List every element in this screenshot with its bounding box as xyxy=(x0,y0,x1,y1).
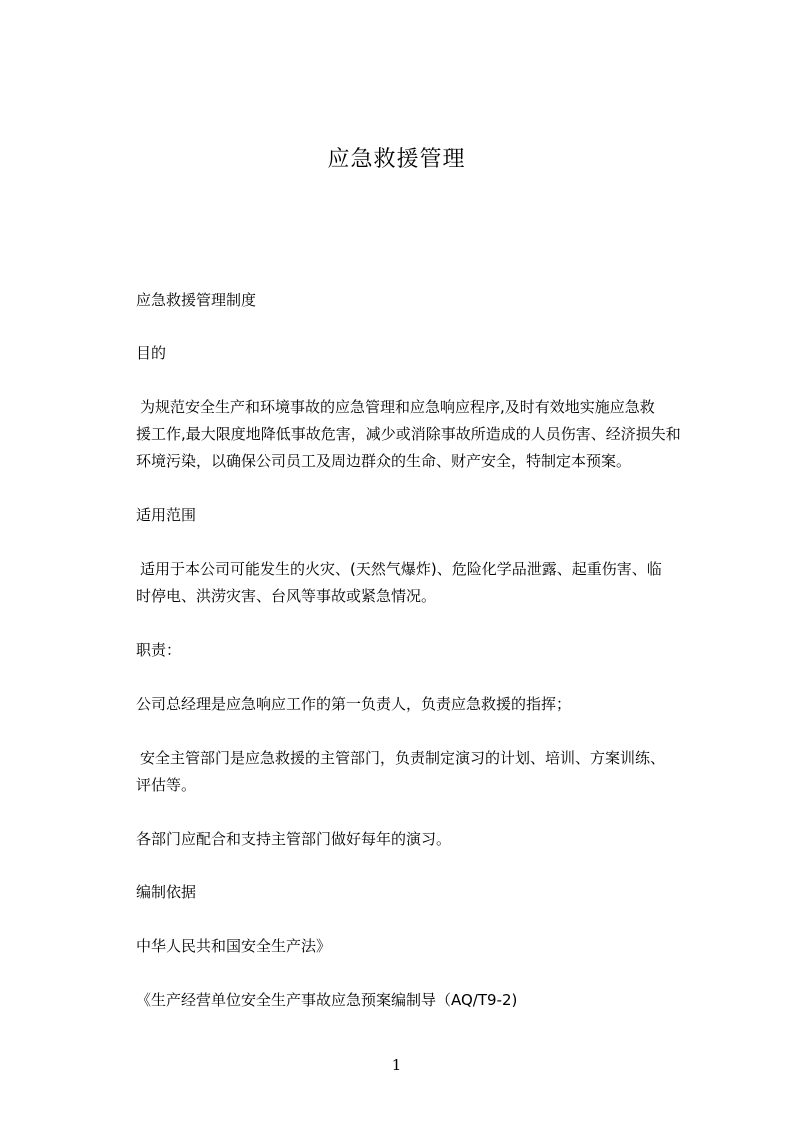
duty-safety-line: 安全主管部门是应急救援的主管部门，负责制定演习的计划、培训、方案训练、 xyxy=(140,749,666,767)
purpose-line: 援工作,最大限度地降低事故危害，减少或消除事故所造成的人员伤害、经济损失和 xyxy=(136,425,681,443)
duty-manager: 公司总经理是应急响应工作的第一负责人，负责应急救援的指挥； xyxy=(136,695,572,713)
page-number: 1 xyxy=(391,1056,402,1074)
duty-safety-line: 评估等。 xyxy=(136,776,197,794)
heading-purpose: 目的 xyxy=(136,344,167,362)
heading-duties: 职责： xyxy=(136,641,182,659)
basis-law: 中华人民共和国安全生产法》 xyxy=(136,937,332,955)
document-title: 应急救援管理 xyxy=(327,147,466,172)
heading-basis: 编制依据 xyxy=(136,883,197,901)
purpose-line: 为规范安全生产和环境事故的应急管理和应急响应程序,及时有效地实施应急救 xyxy=(140,398,655,416)
scope-line: 适用于本公司可能发生的火灾、(天然气爆炸)、危险化学品泄露、起重伤害、临 xyxy=(140,560,662,578)
basis-guide: 《生产经营单位安全生产事故应急预案编制导（AQ/T9-2) xyxy=(136,991,518,1009)
heading-scope: 适用范围 xyxy=(136,506,197,524)
scope-line: 时停电、洪涝灾害、台风等事故或紧急情况。 xyxy=(136,587,437,605)
purpose-line: 环境污染，以确保公司员工及周边群众的生命、财产安全，特制定本预案。 xyxy=(136,452,632,470)
duty-departments: 各部门应配合和支持主管部门做好每年的演习。 xyxy=(136,830,452,848)
heading-system: 应急救援管理制度 xyxy=(136,291,257,309)
